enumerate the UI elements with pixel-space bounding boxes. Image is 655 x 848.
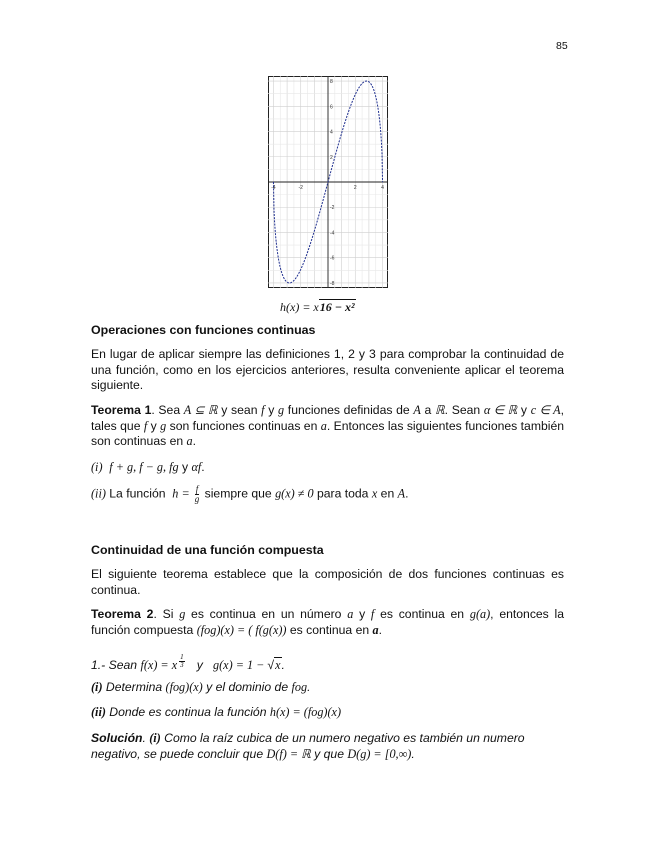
x-tick-label: 4 <box>381 185 384 191</box>
page-number: 85 <box>556 40 568 52</box>
text: siempre que <box>201 486 276 501</box>
data-point <box>362 83 363 84</box>
math-fx: f(x) = x <box>140 658 178 673</box>
y-tick-label: 8 <box>330 79 333 86</box>
y-tick-label: 4 <box>330 129 333 136</box>
math-expr: f + g, f − g, fg <box>109 460 179 474</box>
data-point <box>380 122 381 123</box>
question-i <box>91 680 564 696</box>
math-hx: h(x) = (fog)(x) <box>269 705 342 719</box>
math-R: ℝ <box>434 403 445 417</box>
math-ga: g(a) <box>469 607 491 621</box>
text: . <box>201 460 205 474</box>
data-point <box>284 279 285 280</box>
math-gx: g(x) = 1 − <box>213 658 268 673</box>
text: . Sean <box>444 403 484 417</box>
math-fog: fog <box>291 680 308 694</box>
figure-caption <box>280 300 356 315</box>
theorem-1-item-i <box>91 460 564 476</box>
text: y <box>178 460 192 474</box>
text: y <box>186 658 214 673</box>
math-fog: (fog)(x) <box>165 680 203 694</box>
text: . Sea <box>151 403 184 417</box>
math-a: a <box>372 622 379 637</box>
math-A: A <box>413 403 421 417</box>
text: y que <box>310 746 348 761</box>
text: y sean <box>217 403 262 417</box>
math-c-in-A: c ∈ A <box>530 403 561 417</box>
fraction-denominator: g <box>194 494 200 504</box>
math-subset: ⊆ ℝ <box>191 403 218 417</box>
data-point <box>335 157 336 158</box>
data-point <box>294 280 295 281</box>
math-alpha-f: αf <box>191 460 202 474</box>
text: . <box>405 486 409 501</box>
data-point <box>289 283 290 284</box>
text: , entonces la función compuesta <box>91 607 565 637</box>
text: Como la raíz cubica de un numero negativo es también un numero negativo, se puede concluir que <box>91 731 525 761</box>
math-gx: g(x) ≠ 0 <box>275 486 314 501</box>
y-tick-label: -4 <box>330 230 335 237</box>
theorem-2-label: Teorema 2 <box>91 607 154 621</box>
question-ii <box>91 705 564 721</box>
section-heading-operations: Operaciones con funciones continuas <box>91 323 316 337</box>
item-label: (ii) <box>91 705 106 719</box>
text: Determina <box>102 680 166 694</box>
data-point <box>382 182 383 183</box>
item-label: (i) <box>91 460 103 474</box>
y-tick-label: -2 <box>330 205 335 212</box>
function-graph <box>268 76 388 288</box>
text: es continua en <box>286 622 373 637</box>
text: 1.- Sean <box>91 658 141 673</box>
math-a: a <box>347 607 354 621</box>
data-point <box>321 207 322 208</box>
x-tick-label: -2 <box>298 185 303 191</box>
x-tick-label: -4 <box>271 185 276 191</box>
item-label: (ii) <box>91 486 106 501</box>
text: . <box>411 746 415 761</box>
text: . Entonces las siguientes funciones también son continuas en <box>91 418 565 448</box>
y-tick-label: 6 <box>330 104 333 111</box>
math-g: g <box>179 607 186 621</box>
theorem-1-label: Teorema 1 <box>91 403 152 417</box>
math-domain-g: D(g) = [0,∞) <box>347 746 412 761</box>
data-point <box>341 133 342 134</box>
math-fog: (fog)(x) = ( f(g(x)) <box>196 622 287 637</box>
solution-label: Solución <box>91 731 143 745</box>
data-point <box>366 81 367 82</box>
text: y <box>353 607 371 621</box>
text: es continua en <box>374 607 470 621</box>
text: . <box>142 731 150 745</box>
math-g: g <box>278 403 285 417</box>
text: en <box>377 486 398 501</box>
section-heading-composite: Continuidad de una función compuesta <box>91 543 324 557</box>
math-A: A <box>397 486 406 501</box>
math-A: A <box>183 403 192 417</box>
text: para toda <box>313 486 372 501</box>
item-label: (i) <box>91 680 103 694</box>
text: y <box>264 403 279 417</box>
exponent-denominator: 3 <box>180 661 184 670</box>
data-point <box>273 182 274 183</box>
paragraph-intro: En lugar de aplicar siempre las definiciones 1, 2 y 3 para comprobar la continuidad de una función, como en los ejercicios anteriores, resulta conveniente aplicar el teorema siguiente. <box>91 347 564 392</box>
caption-radicand: 16 − x² <box>319 300 355 314</box>
theorem-2 <box>91 607 564 638</box>
math-h: h = <box>172 486 193 501</box>
y-tick-label: -8 <box>330 280 335 287</box>
math-x: x <box>371 486 378 501</box>
text: es continua en un número <box>185 607 348 621</box>
text: y <box>517 403 531 417</box>
fraction-numerator: f <box>195 484 199 494</box>
math-sqrt-x: x <box>275 658 281 673</box>
data-point <box>276 242 277 243</box>
text: . <box>281 658 285 673</box>
data-point <box>348 112 349 113</box>
solution-paragraph <box>91 731 551 762</box>
exercise-statement: 1.- Sean f(x) = x $^{\frac{1}{3}}$ y g(x) = 1 − √x. <box>91 653 285 673</box>
math-f: f <box>370 607 375 621</box>
math-domain-f: D(f) = ℝ <box>266 746 311 761</box>
math-f: f <box>261 403 265 417</box>
y-tick-label: 2 <box>330 154 333 161</box>
text: funciones definidas de <box>284 403 414 417</box>
fraction-f-over-g <box>195 485 200 504</box>
exponent-numerator: 1 <box>180 653 184 662</box>
data-point <box>307 252 308 253</box>
text: . Si <box>153 607 180 621</box>
text: y el dominio de <box>202 680 292 694</box>
data-point <box>328 182 329 183</box>
data-point <box>280 267 281 268</box>
text: . <box>192 434 197 448</box>
data-point <box>371 85 372 86</box>
text: Donde es continua la función <box>105 705 270 719</box>
theorem-1 <box>91 403 564 450</box>
math-g: g <box>160 418 167 433</box>
math-a: a <box>186 434 193 448</box>
text: a <box>420 403 435 417</box>
math-alpha: α ∈ ℝ <box>483 403 518 417</box>
text: y <box>147 418 161 433</box>
caption-lhs: h(x) = x <box>280 300 319 314</box>
data-point <box>314 231 315 232</box>
math-f: f <box>143 418 148 433</box>
data-point <box>300 269 301 270</box>
data-point <box>355 94 356 95</box>
data-point <box>375 96 376 97</box>
item-label: (i) <box>149 731 161 745</box>
text: La función <box>105 486 169 501</box>
text: son funciones continuas en <box>166 418 321 433</box>
y-tick-label: -6 <box>330 255 335 262</box>
text: , tales que <box>91 403 565 433</box>
math-a: a <box>320 418 327 433</box>
theorem-1-item-ii <box>91 485 564 504</box>
text: . <box>307 680 311 694</box>
text: . <box>378 622 383 637</box>
exponent-fraction <box>179 654 185 669</box>
x-tick-label: 2 <box>353 185 357 191</box>
paragraph-composite-intro: El siguiente teorema establece que la composición de dos funciones continuas es continua. <box>91 567 564 597</box>
